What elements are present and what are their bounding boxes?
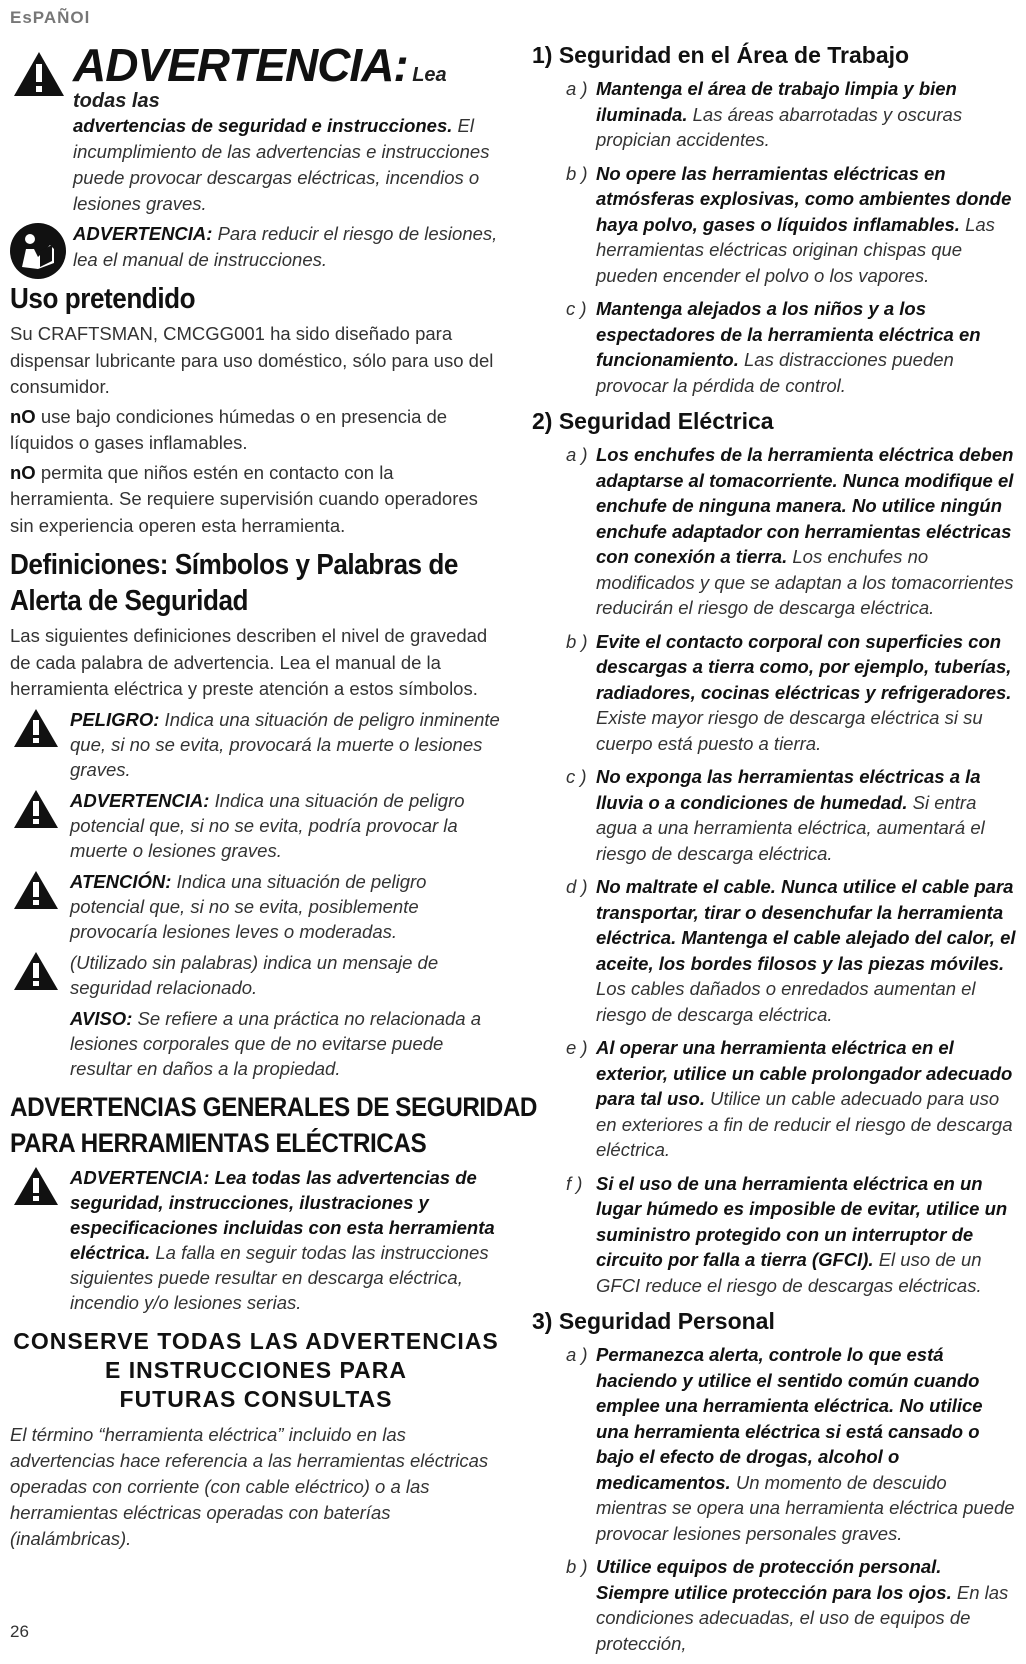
language-label: EsPAÑOl — [10, 8, 91, 27]
item-letter: c ) — [566, 766, 587, 787]
item-bold: Mantenga alejados a los niños y a los espectadores de la herramienta eléctrica en funcionamiento. — [596, 298, 981, 370]
general-text: La falla en seguir todas las instrucciones siguientes puede resultar en descarga eléctrica, incendio y/o lesiones serias. — [70, 1241, 489, 1313]
item-bold: Si el uso de una herramienta eléctrica en un lugar húmedo es imposible de evitar, utilice un suministro protegido con un interruptor de circuito por falla a tierra (GFCI). — [596, 1172, 1008, 1270]
def-text: Indica una situación de peligro potencial que, si no se evita, podría provocar la muerte o lesiones graves. — [70, 789, 465, 861]
item-text: Las distracciones pueden provocar la pérdida de control. — [596, 349, 954, 396]
uso-title: Uso pretendido — [10, 283, 196, 315]
list-item — [532, 1035, 1016, 1163]
item-letter: c ) — [566, 298, 587, 319]
item-bold: Evite el contacto corporal con superficies con descargas a tierra como, por ejemplo, tuberías, radiadores, cocinas eléctricas y refrigeradores. — [596, 630, 1012, 703]
item-letter: a ) — [566, 1344, 588, 1365]
list-item — [532, 442, 1016, 621]
list-item — [532, 161, 1016, 289]
item-bold: No opere las herramientas eléctricas en atmósferas explosivas, como ambientes donde haya polvo, gases o líquidos inflamables. — [596, 162, 1012, 235]
conserve-line-1: CONSERVE TODAS LAS ADVERTENCIAS — [13, 1327, 499, 1354]
item-text: Los cables dañados o enredados aumentan el riesgo de descarga eléctrica. — [596, 978, 976, 1025]
general-title-1: ADVERTENCIAS GENERALES DE SEGURIDAD — [10, 1091, 538, 1122]
conserve-heading — [10, 1327, 502, 1414]
warning-body — [73, 113, 502, 217]
item-text: Existe mayor riesgo de descarga eléctrica si su cuerpo está puesto a tierra. — [596, 707, 983, 754]
uso-p3-bold: nO — [10, 461, 36, 483]
list-item — [532, 1171, 1016, 1299]
warning-lead-bold: advertencias de seguridad e instrucciones. — [73, 115, 453, 136]
warning-triangle-icon — [12, 869, 60, 911]
aviso-label: AVISO: — [70, 1007, 133, 1029]
warning-triangle-icon — [12, 50, 66, 98]
def-peligro — [10, 707, 502, 782]
term-paragraph: El término “herramienta eléctrica” incluido en las advertencias hace referencia a las herramientas eléctricas operadas con corriente (con cable eléctrico) o a las herramientas eléctricas operadas con baterías (inalámbricas). — [10, 1423, 489, 1549]
definitions-title-2: Alerta de Seguridad — [10, 585, 249, 617]
general-title-2: PARA HERRAMIENTAS ELÉCTRICAS — [10, 1127, 427, 1158]
definitions-intro: Las siguientes definiciones describen el nivel de gravedad de cada palabra de advertencia. Lea el manual de la herramienta eléctrica y preste atención a estos símbolos. — [10, 625, 488, 699]
def-text: (Utilizado sin palabras) indica un mensaje de seguridad relacionado. — [70, 951, 439, 998]
definitions-title-1: Definiciones: Símbolos y Palabras de — [10, 549, 458, 581]
item-text: Utilice un cable adecuado para uso en exteriores a fin de reducir el riesgo de descarga eléctrica. — [596, 1088, 1013, 1160]
uso-p2 — [10, 404, 502, 457]
warning-triangle-icon — [12, 1165, 60, 1207]
item-letter: a ) — [566, 78, 588, 99]
item-text: Si entra agua a una herramienta eléctrica, aumentará el riesgo de descarga eléctrica. — [596, 791, 985, 864]
item-bold: Mantenga el área de trabajo limpia y bien iluminada. — [596, 78, 957, 125]
list-item — [532, 874, 1016, 1027]
page-number: 26 — [10, 1622, 29, 1641]
uso-p3-text: permita que niños estén en contacto con la herramienta. Se requiere supervisión cuando operadores sin experiencia operen esta herramienta. — [10, 461, 478, 536]
warning-lead: Lea todas las — [73, 64, 447, 112]
item-letter: e ) — [566, 1037, 588, 1058]
section-title: 2) Seguridad Eléctrica — [532, 408, 774, 434]
item-text: El uso de un GFCI reduce el riesgo de descargas eléctricas. — [596, 1249, 982, 1296]
list-item — [532, 1554, 1016, 1656]
item-text: Las áreas abarrotadas y oscuras propician accidentes. — [596, 103, 963, 150]
section-title: 3) Seguridad Personal — [532, 1308, 775, 1334]
item-letter: b ) — [566, 1556, 588, 1577]
left-column — [10, 38, 538, 1552]
list-item — [532, 629, 1016, 757]
item-bold: Utilice equipos de protección personal. Siempre utilice protección para los ojos. — [596, 1556, 952, 1603]
warning-title: ADVERTENCIA: — [73, 39, 408, 91]
list-item — [532, 76, 1016, 153]
uso-p2-bold: nO — [10, 405, 36, 427]
conserve-line-2: E INSTRUCCIONES PARA — [105, 1356, 407, 1383]
item-text: Un momento de descuido mientras se opera una herramienta eléctrica puede provocar lesiones personales graves. — [596, 1471, 1015, 1544]
def-advertencia — [10, 788, 502, 863]
right-column — [532, 40, 1016, 1664]
warning-text: El incumplimiento de las advertencias e instrucciones puede provocar descargas eléctricas, incendios o lesiones graves. — [73, 115, 490, 214]
def-text: Indica una situación de peligro inminente que, si no se evita, provocará la muerte o lesiones graves. — [70, 708, 500, 780]
general-warning — [10, 1165, 502, 1315]
def-label: ATENCIÓN: — [70, 870, 172, 892]
warning-triangle-icon — [12, 707, 60, 749]
def-atencion — [10, 869, 502, 944]
def-label: PELIGRO: — [70, 708, 160, 730]
conserve-line-3: FUTURAS CONSULTAS — [119, 1385, 393, 1412]
def-text: Indica una situación de peligro potencial que, si no se evita, posiblemente provocaría lesiones leves o moderadas. — [70, 870, 427, 942]
uso-p3 — [10, 460, 502, 540]
def-label: ADVERTENCIA: — [70, 789, 210, 811]
list-item — [532, 1342, 1016, 1546]
uso-p1: Su CRAFTSMAN, CMCGG001 ha sido diseñado para dispensar lubricante para uso doméstico, sólo para uso del consumidor. — [10, 323, 494, 397]
warning-triangle-icon — [12, 788, 60, 830]
general-bold: ADVERTENCIA: Lea todas las advertencias de seguridad, instrucciones, ilustraciones y especificaciones incluidas con esta herramienta eléctrica. — [70, 1166, 495, 1263]
main-warning — [10, 40, 502, 217]
def-sin-palabras — [10, 950, 502, 1000]
aviso-text: Se refiere a una práctica no relacionada a lesiones corporales que de no evitarse puede resultar en daños a la propiedad. — [70, 1007, 481, 1079]
manual-warning — [10, 221, 502, 273]
item-letter: a ) — [566, 444, 588, 465]
item-bold: Permanezca alerta, controle lo que está haciendo y utilice el sentido común cuando emplee una herramienta eléctrica. No utilice una herramienta eléctrica si está cansado o bajo el efecto de drogas, alcohol o medicamentos. — [596, 1344, 983, 1493]
item-text: Las herramientas eléctricas originan chispas que pueden encender el polvo o los vapores. — [596, 213, 995, 286]
read-manual-icon — [10, 223, 66, 279]
item-letter: b ) — [566, 630, 588, 652]
item-letter: f ) — [566, 1172, 583, 1194]
item-letter: b ) — [566, 162, 588, 184]
item-bold: Al operar una herramienta eléctrica en el exterior, utilice un cable prolongador adecuado para tal uso. — [596, 1037, 1013, 1109]
warning-triangle-icon — [12, 950, 60, 992]
uso-p2-text: use bajo condiciones húmedas o en presencia de líquidos o gases inflamables. — [10, 405, 448, 453]
item-text: Los enchufes no modificados y que se adaptan a los tomacorrientes reducirán el riesgo de descarga eléctrica. — [596, 546, 1014, 618]
list-item — [532, 296, 1016, 398]
item-bold: No maltrate el cable. Nunca utilice el cable para transportar, tirar o desenchufar la herramienta eléctrica. Mantenga el cable alejado del calor, el aceite, los bordes filosos y las piezas móviles. — [596, 876, 1016, 974]
manual-text: Para reducir el riesgo de lesiones, lea el manual de instrucciones. — [73, 223, 498, 270]
item-bold: No exponga las herramientas eléctricas a la lluvia o a condiciones de humedad. — [596, 766, 981, 813]
def-aviso — [10, 1006, 502, 1081]
section-title: 1) Seguridad en el Área de Trabajo — [532, 42, 910, 68]
item-letter: d ) — [566, 876, 588, 897]
item-text: En las condiciones adecuadas, el uso de equipos de protección, — [596, 1581, 1009, 1654]
list-item — [532, 764, 1016, 866]
item-bold: Los enchufes de la herramienta eléctrica deben adaptarse al tomacorriente. Nunca modifique el enchufe de ninguna manera. No utilice ningún enchufe adaptador con herramientas eléctricas con conexión a tierra. — [596, 444, 1014, 567]
manual-label: ADVERTENCIA: — [73, 223, 213, 244]
